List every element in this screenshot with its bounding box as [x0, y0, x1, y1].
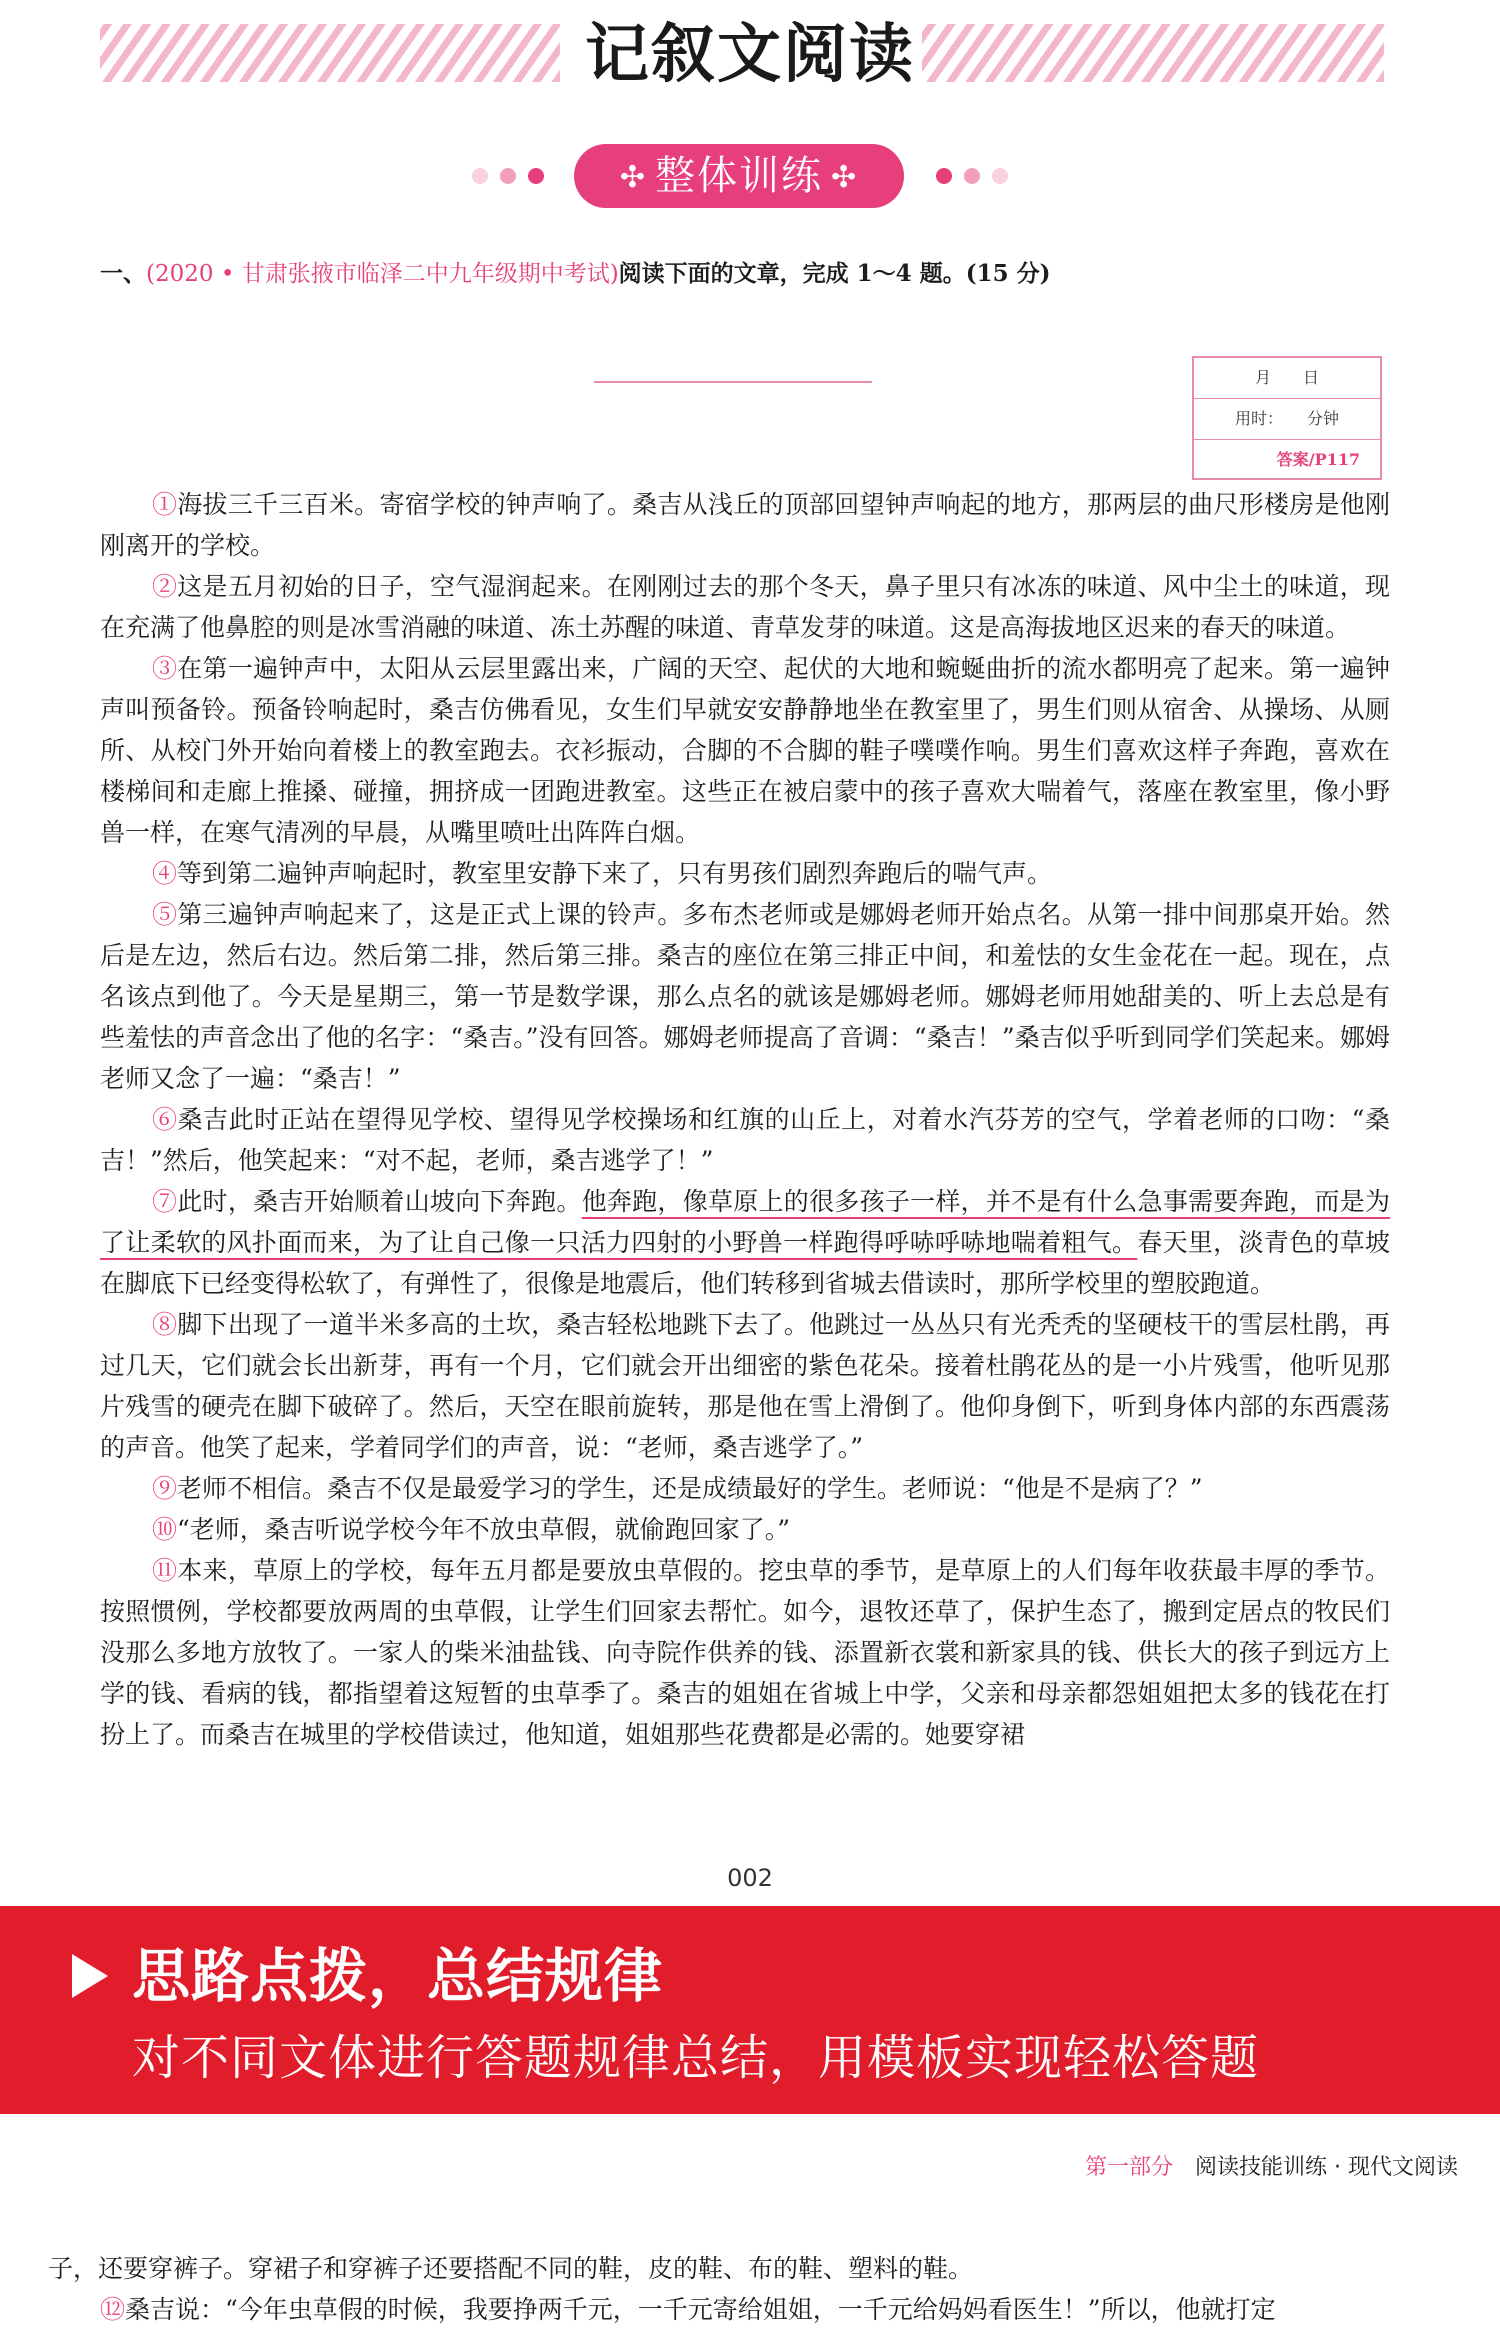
paragraph: 子，还要穿裤子。穿裙子和穿裤子还要搭配不同的鞋，皮的鞋、布的鞋、塑料的鞋。 — [48, 2254, 974, 2283]
paragraph — [100, 853, 1390, 894]
paragraph-text: “老师，桑吉听说学校今年不放虫草假，就偷跑回家了。” — [177, 1515, 791, 1544]
page-number: 002 — [727, 1864, 773, 1892]
decor-dot — [964, 168, 980, 184]
sparkle-icon: ✣ — [831, 160, 859, 195]
paragraph-number: ⑤ — [152, 900, 178, 929]
decor-dot — [472, 168, 488, 184]
paragraph-text: 本来，草原上的学校，每年五月都是要放虫草假的。挖虫草的季节，是草原上的人们每年收获最丰厚的季节。按照惯例，学校都要放两周的虫草假，让学生们回家去帮忙。如今，退牧还草了，保护生态了，搬到定居点的牧民们没那么多地方放牧了。一家人的柴米油盐钱、向寺院作供养的钱、添置新衣裳和新家具的钱、供长大的孩子到远方上学的钱、看病的钱，都指望着这短暂的虫草季了。桑吉的姐姐在省城上中学，父亲和母亲都怨姐姐把太多的钱花在打扮上了。而桑吉在城里的学校借读过，他知道，姐姐那些花费都是必需的。她要穿裙 — [100, 1556, 1390, 1749]
play-triangle-icon — [72, 1954, 108, 1998]
paragraph — [100, 1509, 1390, 1550]
paragraph-text: 这是五月初始的日子，空气湿润起来。在刚刚过去的那个冬天，鼻子里只有冰冻的味道、风中尘土的味道，现在充满了他鼻腔的则是冰雪消融的味道、冻土苏醒的味道、青草发芽的味道。这是高海拔地区迟来的春天的味道。 — [100, 572, 1390, 642]
paragraph-text: 春天里，淡青色的草坡在脚底下已经变得松软了，有弹性了，很像是地震后，他们转移到省城去借读时，那所学校里的塑胶跑道。 — [100, 1228, 1390, 1298]
running-header-part: 第一部分 — [1085, 2155, 1174, 2180]
info-answer: 答案/P117 — [1276, 450, 1360, 469]
question-instruction: 阅读下面的文章，完成 1～4 题。(15 分) — [618, 260, 1051, 287]
underlined-sentence: 他奔跑，像草原上的很多孩子一样，并不是有什么急事需要奔跑，而是为了让柔软的风扑面而来，为了让自己像一只活力四射的小野兽一样跑得呼哧呼哧地喘着粗气。 — [100, 1187, 1390, 1257]
info-date: 月 日 — [1194, 358, 1380, 399]
title-hatch-right — [922, 24, 1384, 82]
sparkle-icon: ✣ — [619, 160, 647, 195]
paragraph — [100, 648, 1390, 853]
paragraph-number: ① — [152, 490, 178, 519]
paragraph-number: ④ — [152, 859, 178, 888]
paragraph — [100, 484, 1390, 566]
section-label-text: 整体训练 — [655, 153, 823, 199]
paragraph-number: ⑪ — [152, 1556, 178, 1585]
title-hatch-left — [100, 24, 560, 82]
paragraph — [100, 1468, 1390, 1509]
next-page-text — [48, 2248, 1468, 2330]
paragraph — [48, 2289, 1468, 2330]
paragraph-text: 第三遍钟声响起来了，这是正式上课的铃声。多布杰老师或是娜姆老师开始点名。从第一排中间那桌开始。然后是左边，然后右边。然后第二排，然后第三排。桑吉的座位在第三排正中间，和羞怯的女生金花在一起。现在，点名该点到他了。今天是星期三，第一节是数学课，那么点名的就该是娜姆老师。娜姆老师用她甜美的、听上去总是有些羞怯的声音念出了他的名字：“桑吉。”没有回答。娜姆老师提高了音调：“桑吉！”桑吉似乎听到同学们笑起来。娜姆老师又念了一遍：“桑吉！” — [100, 900, 1390, 1093]
paragraph-number: ⑫ — [100, 2295, 126, 2324]
info-box — [1192, 356, 1382, 480]
paragraph-text: 桑吉说：“今年虫草假的时候，我要挣两千元，一千元寄给姐姐，一千元给妈妈看医生！”所以，他就打定 — [125, 2295, 1276, 2324]
running-header-title: 阅读技能训练 · 现代文阅读 — [1195, 2155, 1458, 2180]
paragraph-text: 在第一遍钟声中，太阳从云层里露出来，广阔的天空、起伏的大地和蜿蜒曲折的流水都明亮了起来。第一遍钟声叫预备铃。预备铃响起时，桑吉仿佛看见，女生们早就安安静静地坐在教室里了，男生们则从宿舍、从操场、从厕所、从校门外开始向着楼上的教室跑去。衣衫振动，合脚的不合脚的鞋子噗噗作响。男生们喜欢这样子奔跑，喜欢在楼梯间和走廊上推搡、碰撞，拥挤成一团跑进教室。这些正在被启蒙中的孩子喜欢大喘着气，落座在教室里，像小野兽一样，在寒气清冽的早晨，从嘴里喷吐出阵阵白烟。 — [100, 654, 1390, 847]
paragraph-number: ② — [152, 572, 178, 601]
banner-subheading: 对不同文体进行答题规律总结，用模板实现轻松答题 — [132, 2030, 1260, 2086]
title-blank-line — [594, 381, 872, 383]
decor-dot — [528, 168, 544, 184]
passage — [100, 484, 1390, 1755]
paragraph — [100, 1304, 1390, 1468]
paragraph-text: 老师不相信。桑吉不仅是最爱学习的学生，还是成绩最好的学生。老师说：“他是不是病了？” — [177, 1474, 1203, 1503]
paragraph-text: 此时，桑吉开始顺着山坡向下奔跑。 — [177, 1187, 582, 1216]
paragraph-text: 脚下出现了一道半米多高的土坎，桑吉轻松地跳下去了。他跳过一丛丛只有光秃秃的坚硬枝干的雪层杜鹃，再过几天，它们就会长出新芽，再有一个月，它们就会开出细密的紫色花朵。接着杜鹃花丛的是一小片残雪，他听见那片残雪的硬壳在脚下破碎了。然后，天空在眼前旋转，那是他在雪上滑倒了。他仰身倒下，听到身体内部的东西震荡的声音。他笑了起来，学着同学们的声音，说：“老师，桑吉逃学了。” — [100, 1310, 1390, 1462]
question-heading — [100, 254, 1400, 294]
promo-banner — [0, 1906, 1500, 2114]
page-title: 记叙文阅读 — [585, 18, 915, 92]
banner-heading: 思路点拨，总结规律 — [132, 1942, 664, 2010]
paragraph — [100, 1099, 1390, 1181]
paragraph-number: ⑦ — [152, 1187, 178, 1216]
paragraph-text: 海拔三千三百米。寄宿学校的钟声响了。桑吉从浅丘的顶部回望钟声响起的地方，那两层的曲尺形楼房是他刚刚离开的学校。 — [100, 490, 1390, 560]
paragraph-number: ⑨ — [152, 1474, 178, 1503]
section-label — [574, 144, 904, 208]
paragraph — [100, 894, 1390, 1099]
paragraph-text: 桑吉此时正站在望得见学校、望得见学校操场和红旗的山丘上，对着水汽芬芳的空气，学着老师的口吻：“桑吉！”然后，他笑起来：“对不起，老师，桑吉逃学了！” — [100, 1105, 1390, 1175]
question-prefix: 一、 — [100, 260, 146, 287]
info-time: 用时： 分钟 — [1194, 399, 1380, 440]
decor-dot — [500, 168, 516, 184]
paragraph-number: ⑧ — [152, 1310, 178, 1339]
paragraph-number: ③ — [152, 654, 178, 683]
paragraph-text: 等到第二遍钟声响起时，教室里安静下来了，只有男孩们剧烈奔跑后的喘气声。 — [177, 859, 1053, 888]
paragraph — [100, 566, 1390, 648]
paragraph — [100, 1550, 1390, 1755]
running-header — [1085, 2150, 1458, 2181]
question-source: (2020 • 甘肃张掖市临泽二中九年级期中考试) — [146, 261, 619, 287]
paragraph-number: ⑥ — [152, 1105, 178, 1134]
decor-dot — [936, 168, 952, 184]
paragraph-number: ⑩ — [152, 1515, 178, 1544]
decor-dot — [992, 168, 1008, 184]
paragraph — [100, 1181, 1390, 1304]
